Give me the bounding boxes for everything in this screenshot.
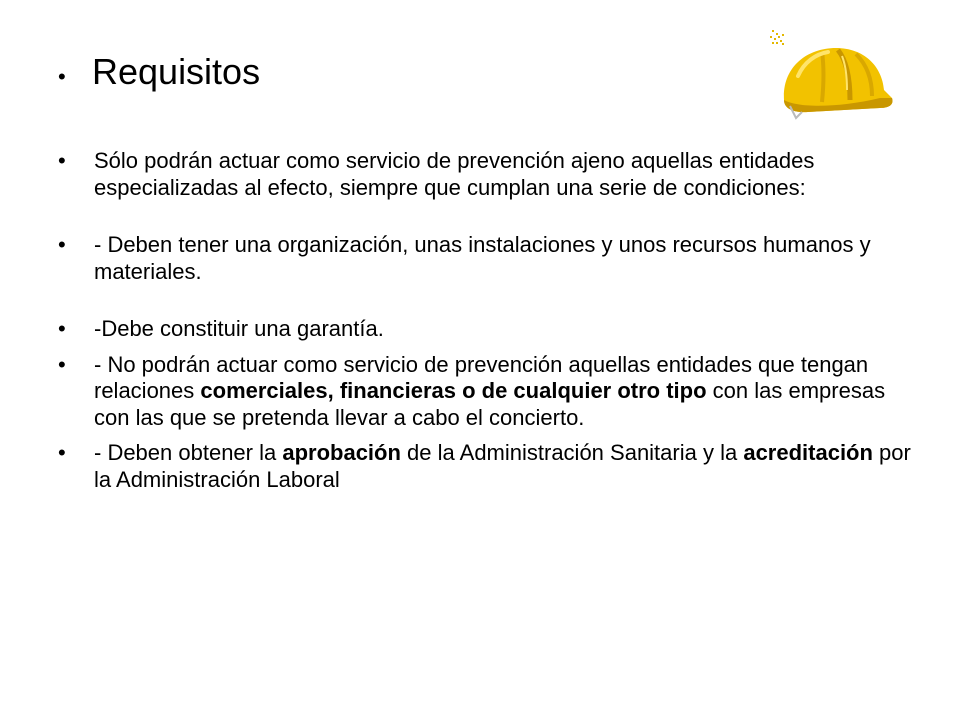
- text-run: - Deben obtener la: [94, 440, 283, 465]
- text-run: -Debe constituir una garantía.: [94, 316, 384, 341]
- text-run: - Deben tener una organización, unas instalaciones y unos recursos humanos y materiales.: [94, 232, 871, 284]
- text-run: de la Administración Sanitaria y la: [400, 440, 744, 465]
- bullet-item: [58, 316, 918, 343]
- bullet-marker: •: [58, 316, 66, 341]
- bullet-item: [58, 232, 918, 285]
- text-run: por la Administración Laboral: [94, 440, 911, 492]
- bullet-text: [94, 148, 918, 201]
- bullet-marker: •: [58, 351, 66, 377]
- bullet-text: [94, 352, 918, 432]
- title-row: [58, 50, 260, 94]
- emphasis-text: acreditación: [743, 440, 873, 465]
- text-run: - No podrán actuar como servicio de prevención aquellas entidades que tengan relaciones: [94, 351, 869, 403]
- bullet-item: [58, 440, 918, 493]
- bullet-marker: •: [58, 148, 66, 173]
- hard-hat-icon: [768, 28, 898, 124]
- bullet-list: [58, 148, 918, 493]
- bullet-marker: •: [58, 440, 66, 465]
- bullet-text: [94, 232, 918, 285]
- emphasis-text: aprobación: [282, 440, 401, 465]
- bullet-item: [58, 148, 918, 201]
- slide-title: Requisitos: [92, 51, 261, 92]
- title-bullet: •: [58, 64, 66, 89]
- bullet-text: [94, 316, 918, 343]
- bullet-item: [58, 352, 918, 432]
- emphasis-text: comerciales, financieras o de cualquier otro tipo: [200, 378, 707, 403]
- text-run: Sólo podrán actuar como servicio de prevención ajeno aquellas entidades especializadas al efecto, siempre que cumplan una serie de condiciones:: [94, 148, 815, 200]
- bullet-marker: •: [58, 232, 66, 257]
- bullet-text: [94, 440, 918, 493]
- text-run: con las empresas con las que se pretenda llevar a cabo el concierto.: [94, 378, 886, 430]
